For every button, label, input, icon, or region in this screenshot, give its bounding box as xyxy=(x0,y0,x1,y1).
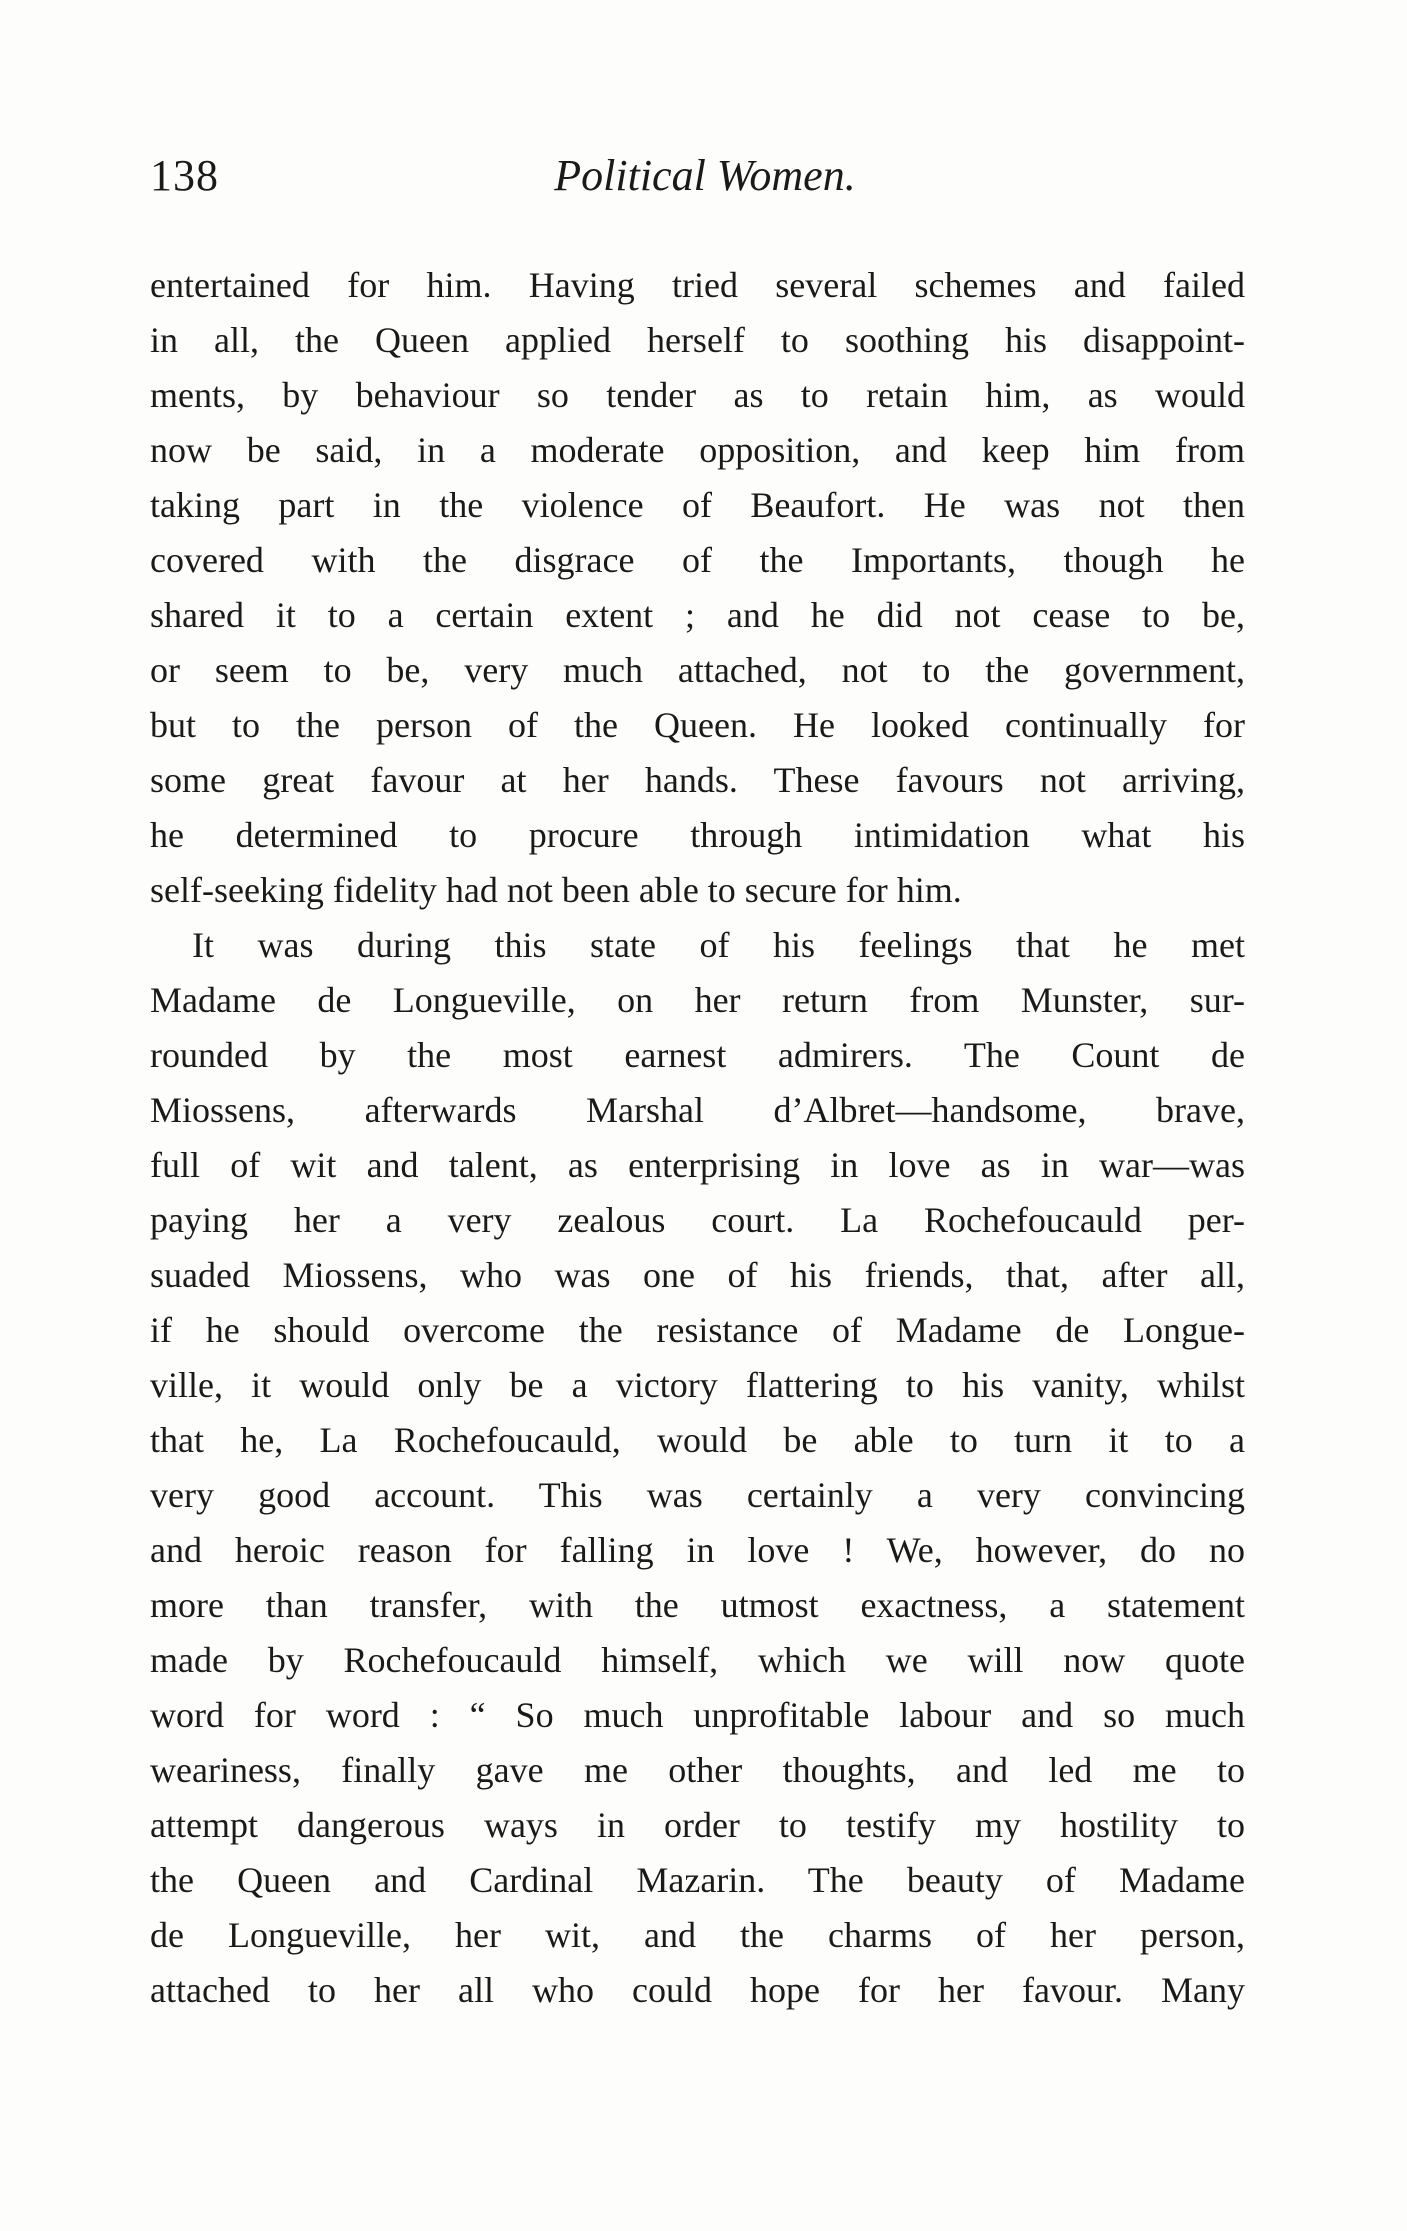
text-line: weariness, finally gave me other thoughts, and led me to xyxy=(150,1750,1245,1790)
text-line: some great favour at her hands. These favours not arriving, xyxy=(150,760,1245,800)
text-line: in all, the Queen applied herself to soothing his disappoint- xyxy=(150,320,1245,360)
text-line: rounded by the most earnest admirers. The Count de xyxy=(150,1035,1245,1075)
text-line: taking part in the violence of Beaufort. He was not then xyxy=(150,485,1245,525)
text-line: full of wit and talent, as enterprising in love as in war—was xyxy=(150,1145,1245,1185)
text-line: shared it to a certain extent ; and he did not cease to be, xyxy=(150,595,1245,635)
text-line: now be said, in a moderate opposition, and keep him from xyxy=(150,430,1245,470)
text-line: and heroic reason for falling in love ! We, however, do no xyxy=(150,1530,1245,1570)
text-line: covered with the disgrace of the Importants, though he xyxy=(150,540,1245,580)
running-head xyxy=(150,150,1260,220)
text-line: attached to her all who could hope for her favour. Many xyxy=(150,1970,1245,2010)
text-line: entertained for him. Having tried several schemes and failed xyxy=(150,265,1245,305)
text-line: but to the person of the Queen. He looked continually for xyxy=(150,705,1245,745)
body-text xyxy=(150,258,1245,2018)
text-line: or seem to be, very much attached, not to the government, xyxy=(150,650,1245,690)
text-line: ville, it would only be a victory flattering to his vanity, whilst xyxy=(150,1365,1245,1405)
text-line: that he, La Rochefoucauld, would be able to turn it to a xyxy=(150,1420,1245,1460)
text-line: word for word : “ So much unprofitable labour and so much xyxy=(150,1695,1245,1735)
text-line: the Queen and Cardinal Mazarin. The beauty of Madame xyxy=(150,1860,1245,1900)
paragraph-2 xyxy=(150,918,1245,2018)
text-line: suaded Miossens, who was one of his friends, that, after all, xyxy=(150,1255,1245,1295)
text-line: attempt dangerous ways in order to testify my hostility to xyxy=(150,1805,1245,1845)
text-line: if he should overcome the resistance of Madame de Longue- xyxy=(150,1310,1245,1350)
text-line: self-seeking fidelity had not been able to secure for him. xyxy=(150,870,962,910)
text-line: Miossens, afterwards Marshal d’Albret—handsome, brave, xyxy=(150,1090,1245,1130)
paragraph-1 xyxy=(150,258,1245,918)
text-line: made by Rochefoucauld himself, which we will now quote xyxy=(150,1640,1245,1680)
running-title: Political Women. xyxy=(554,151,856,200)
text-line: very good account. This was certainly a very convincing xyxy=(150,1475,1245,1515)
text-line: de Longueville, her wit, and the charms of her person, xyxy=(150,1915,1245,1955)
text-line: paying her a very zealous court. La Rochefoucauld per- xyxy=(150,1200,1245,1240)
text-line: It was during this state of his feelings that he met xyxy=(192,925,1245,965)
text-line: ments, by behaviour so tender as to retain him, as would xyxy=(150,375,1245,415)
page-number: 138 xyxy=(150,151,219,200)
text-line: more than transfer, with the utmost exactness, a statement xyxy=(150,1585,1245,1625)
text-line: Madame de Longueville, on her return from Munster, sur- xyxy=(150,980,1245,1020)
text-line: he determined to procure through intimidation what his xyxy=(150,815,1245,855)
